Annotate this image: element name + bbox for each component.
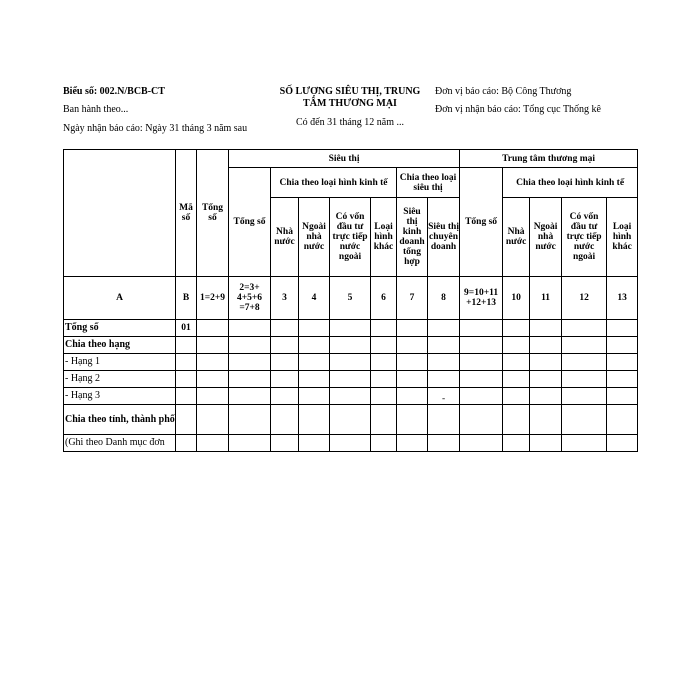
table-cell[interactable] xyxy=(607,354,638,371)
table-cell[interactable] xyxy=(530,320,562,337)
ttm-col-header-fdi: Có vốn đầu tư trực tiếp nước ngoài xyxy=(562,198,607,277)
table-cell[interactable] xyxy=(197,405,229,435)
table-cell[interactable] xyxy=(562,405,607,435)
table-cell[interactable] xyxy=(197,371,229,388)
table-cell[interactable] xyxy=(562,371,607,388)
row-label: Chia theo tỉnh, thành phố xyxy=(64,405,176,435)
table-cell[interactable] xyxy=(607,371,638,388)
table-cell[interactable] xyxy=(299,435,330,452)
table-cell[interactable] xyxy=(271,388,299,405)
code-10: 10 xyxy=(503,277,530,320)
table-cell[interactable] xyxy=(371,405,397,435)
st-col-header-tong-so: Tổng số xyxy=(229,168,271,277)
table-cell[interactable] xyxy=(607,435,638,452)
code-12: 12 xyxy=(562,277,607,320)
code-13: 13 xyxy=(607,277,638,320)
group-header-trung-tam-thuong-mai: Trung tâm thương mại xyxy=(460,150,638,168)
table-cell[interactable] xyxy=(271,405,299,435)
table-cell[interactable] xyxy=(460,371,503,388)
table-cell[interactable] xyxy=(530,388,562,405)
table-cell[interactable] xyxy=(229,354,271,371)
table-cell[interactable] xyxy=(607,405,638,435)
row-label: (Ghi theo Danh mục đơn xyxy=(64,435,176,452)
table-cell[interactable] xyxy=(397,371,428,388)
table-cell[interactable] xyxy=(271,354,299,371)
row-label: Tổng số xyxy=(64,320,176,337)
table-cell[interactable] xyxy=(428,337,460,354)
table-cell[interactable] xyxy=(330,371,371,388)
row-code xyxy=(176,388,197,405)
table-cell[interactable] xyxy=(371,320,397,337)
table-row xyxy=(64,354,638,371)
code-2: 2=3+ 4+5+6 =7+8 xyxy=(229,277,271,320)
report-title-line2: TÂM THƯƠNG MẠI xyxy=(303,98,397,109)
ttm-col-header-nha-nuoc: Nhà nước xyxy=(503,198,530,277)
table-cell[interactable] xyxy=(397,320,428,337)
table-cell[interactable] xyxy=(460,405,503,435)
table-cell[interactable] xyxy=(460,337,503,354)
code-7: 7 xyxy=(397,277,428,320)
code-8: 8 xyxy=(428,277,460,320)
st-col-header-fdi: Có vốn đầu tư trực tiếp nước ngoài xyxy=(330,198,371,277)
st-col-header-nha-nuoc: Nhà nước xyxy=(271,198,299,277)
table-cell[interactable] xyxy=(271,435,299,452)
table-cell[interactable] xyxy=(562,320,607,337)
ttm-col-header-tong-so: Tổng số xyxy=(460,168,503,277)
table-cell[interactable] xyxy=(503,320,530,337)
code-9: 9=10+11 +12+13 xyxy=(460,277,503,320)
table-cell[interactable] xyxy=(197,354,229,371)
row-code xyxy=(176,337,197,354)
table-cell[interactable] xyxy=(503,371,530,388)
table-cell[interactable] xyxy=(397,405,428,435)
table-cell[interactable] xyxy=(562,354,607,371)
report-table xyxy=(63,149,638,452)
code-1: 1=2+9 xyxy=(197,277,229,320)
table-row xyxy=(64,435,638,452)
issued-by: Ban hành theo... xyxy=(63,104,129,115)
receive-date: Ngày nhận báo cáo: Ngày 31 tháng 3 năm sau xyxy=(63,123,248,134)
table-cell[interactable] xyxy=(530,405,562,435)
table-cell[interactable] xyxy=(503,435,530,452)
table-cell[interactable] xyxy=(197,337,229,354)
table-cell[interactable] xyxy=(503,354,530,371)
table-cell[interactable] xyxy=(428,405,460,435)
table-cell[interactable] xyxy=(562,337,607,354)
table-cell[interactable] xyxy=(299,320,330,337)
table-cell[interactable] xyxy=(299,405,330,435)
report-period: Có đến 31 tháng 12 năm ... xyxy=(295,117,405,128)
st-header-by-supermarket-type: Chia theo loại siêu thị xyxy=(397,168,460,198)
table-cell[interactable] xyxy=(197,320,229,337)
table-cell[interactable] xyxy=(229,435,271,452)
code-4: 4 xyxy=(299,277,330,320)
row-label: - Hạng 2 xyxy=(64,371,176,388)
row-code xyxy=(176,354,197,371)
ttm-col-header-loai-hinh-khac: Loại hình khác xyxy=(607,198,638,277)
table-cell[interactable] xyxy=(428,371,460,388)
row-label: Chia theo hạng xyxy=(64,337,176,354)
table-cell[interactable] xyxy=(371,388,397,405)
row-code xyxy=(176,371,197,388)
table-cell[interactable] xyxy=(330,435,371,452)
table-cell[interactable] xyxy=(530,337,562,354)
table-cell[interactable] xyxy=(428,320,460,337)
table-cell-mark[interactable]: - xyxy=(428,388,460,405)
table-cell[interactable] xyxy=(607,320,638,337)
table-cell[interactable] xyxy=(428,354,460,371)
st-col-header-tong-hop: Siêu thị kinh doanh tổng hợp xyxy=(397,198,428,277)
code-row xyxy=(64,277,638,320)
table-cell[interactable] xyxy=(460,354,503,371)
table-cell[interactable] xyxy=(271,320,299,337)
table-cell[interactable] xyxy=(530,354,562,371)
table-cell[interactable] xyxy=(607,388,638,405)
table-cell[interactable] xyxy=(229,371,271,388)
table-cell[interactable] xyxy=(330,354,371,371)
table-cell[interactable] xyxy=(271,337,299,354)
table-cell[interactable] xyxy=(460,388,503,405)
form-code: Biểu số: 002.N/BCB-CT xyxy=(63,86,165,97)
table-row xyxy=(64,371,638,388)
col-header-ma-so: Mã số xyxy=(176,150,197,277)
row-label: - Hạng 1 xyxy=(64,354,176,371)
table-cell[interactable] xyxy=(503,337,530,354)
table-cell[interactable] xyxy=(229,388,271,405)
st-col-header-loai-hinh-khac: Loại hình khác xyxy=(371,198,397,277)
table-cell[interactable] xyxy=(299,371,330,388)
col-header-tong-so: Tổng số xyxy=(197,150,229,277)
st-col-header-chuyen-doanh: Siêu thị chuyên doanh xyxy=(428,198,460,277)
ttm-col-header-ngoai-nha-nuoc: Ngoài nhà nước xyxy=(530,198,562,277)
code-a: A xyxy=(64,277,176,320)
table-cell[interactable] xyxy=(460,435,503,452)
table-cell[interactable] xyxy=(299,388,330,405)
table-row xyxy=(64,337,638,354)
reporting-unit: Đơn vị báo cáo: Bộ Công Thương xyxy=(435,86,572,97)
st-header-by-economic-type: Chia theo loại hình kinh tế xyxy=(271,168,397,198)
table-cell[interactable] xyxy=(397,354,428,371)
row-code xyxy=(176,405,197,435)
table-cell[interactable] xyxy=(530,435,562,452)
table-cell[interactable] xyxy=(197,435,229,452)
row-code xyxy=(176,435,197,452)
row-label: - Hạng 3 xyxy=(64,388,176,405)
table-row xyxy=(64,320,638,337)
table-cell[interactable] xyxy=(562,388,607,405)
table-cell[interactable] xyxy=(271,371,299,388)
table-cell[interactable] xyxy=(299,337,330,354)
table-cell[interactable] xyxy=(330,337,371,354)
table-cell[interactable] xyxy=(397,435,428,452)
code-11: 11 xyxy=(530,277,562,320)
table-cell[interactable] xyxy=(330,320,371,337)
table-cell[interactable] xyxy=(371,337,397,354)
receiving-unit: Đơn vị nhận báo cáo: Tổng cục Thống kê xyxy=(435,104,601,115)
table-cell[interactable] xyxy=(299,354,330,371)
code-6: 6 xyxy=(371,277,397,320)
table-cell[interactable] xyxy=(530,371,562,388)
ttm-header-by-economic-type: Chia theo loại hình kinh tế xyxy=(503,168,638,198)
group-header-sieu-thi: Siêu thị xyxy=(229,150,460,168)
st-col-header-ngoai-nha-nuoc: Ngoài nhà nước xyxy=(299,198,330,277)
report-title-line1: SỐ LƯỢNG SIÊU THỊ, TRUNG xyxy=(279,86,421,97)
table-cell[interactable] xyxy=(503,388,530,405)
table-cell[interactable] xyxy=(503,405,530,435)
table-cell[interactable] xyxy=(330,405,371,435)
table-cell[interactable] xyxy=(428,435,460,452)
table-row xyxy=(64,388,638,405)
code-b: B xyxy=(176,277,197,320)
table-cell[interactable] xyxy=(229,337,271,354)
table-cell[interactable] xyxy=(607,337,638,354)
table-cell[interactable] xyxy=(371,371,397,388)
table-cell[interactable] xyxy=(229,405,271,435)
row-code: 01 xyxy=(176,320,197,337)
table-cell[interactable] xyxy=(460,320,503,337)
table-cell[interactable] xyxy=(371,354,397,371)
table-cell[interactable] xyxy=(397,388,428,405)
table-cell[interactable] xyxy=(330,388,371,405)
table-cell[interactable] xyxy=(397,337,428,354)
table-cell[interactable] xyxy=(371,435,397,452)
table-cell[interactable] xyxy=(229,320,271,337)
code-5: 5 xyxy=(330,277,371,320)
header-blank-cell xyxy=(64,150,176,277)
table-cell[interactable] xyxy=(562,435,607,452)
table-row xyxy=(64,405,638,435)
code-3: 3 xyxy=(271,277,299,320)
table-cell[interactable] xyxy=(197,388,229,405)
